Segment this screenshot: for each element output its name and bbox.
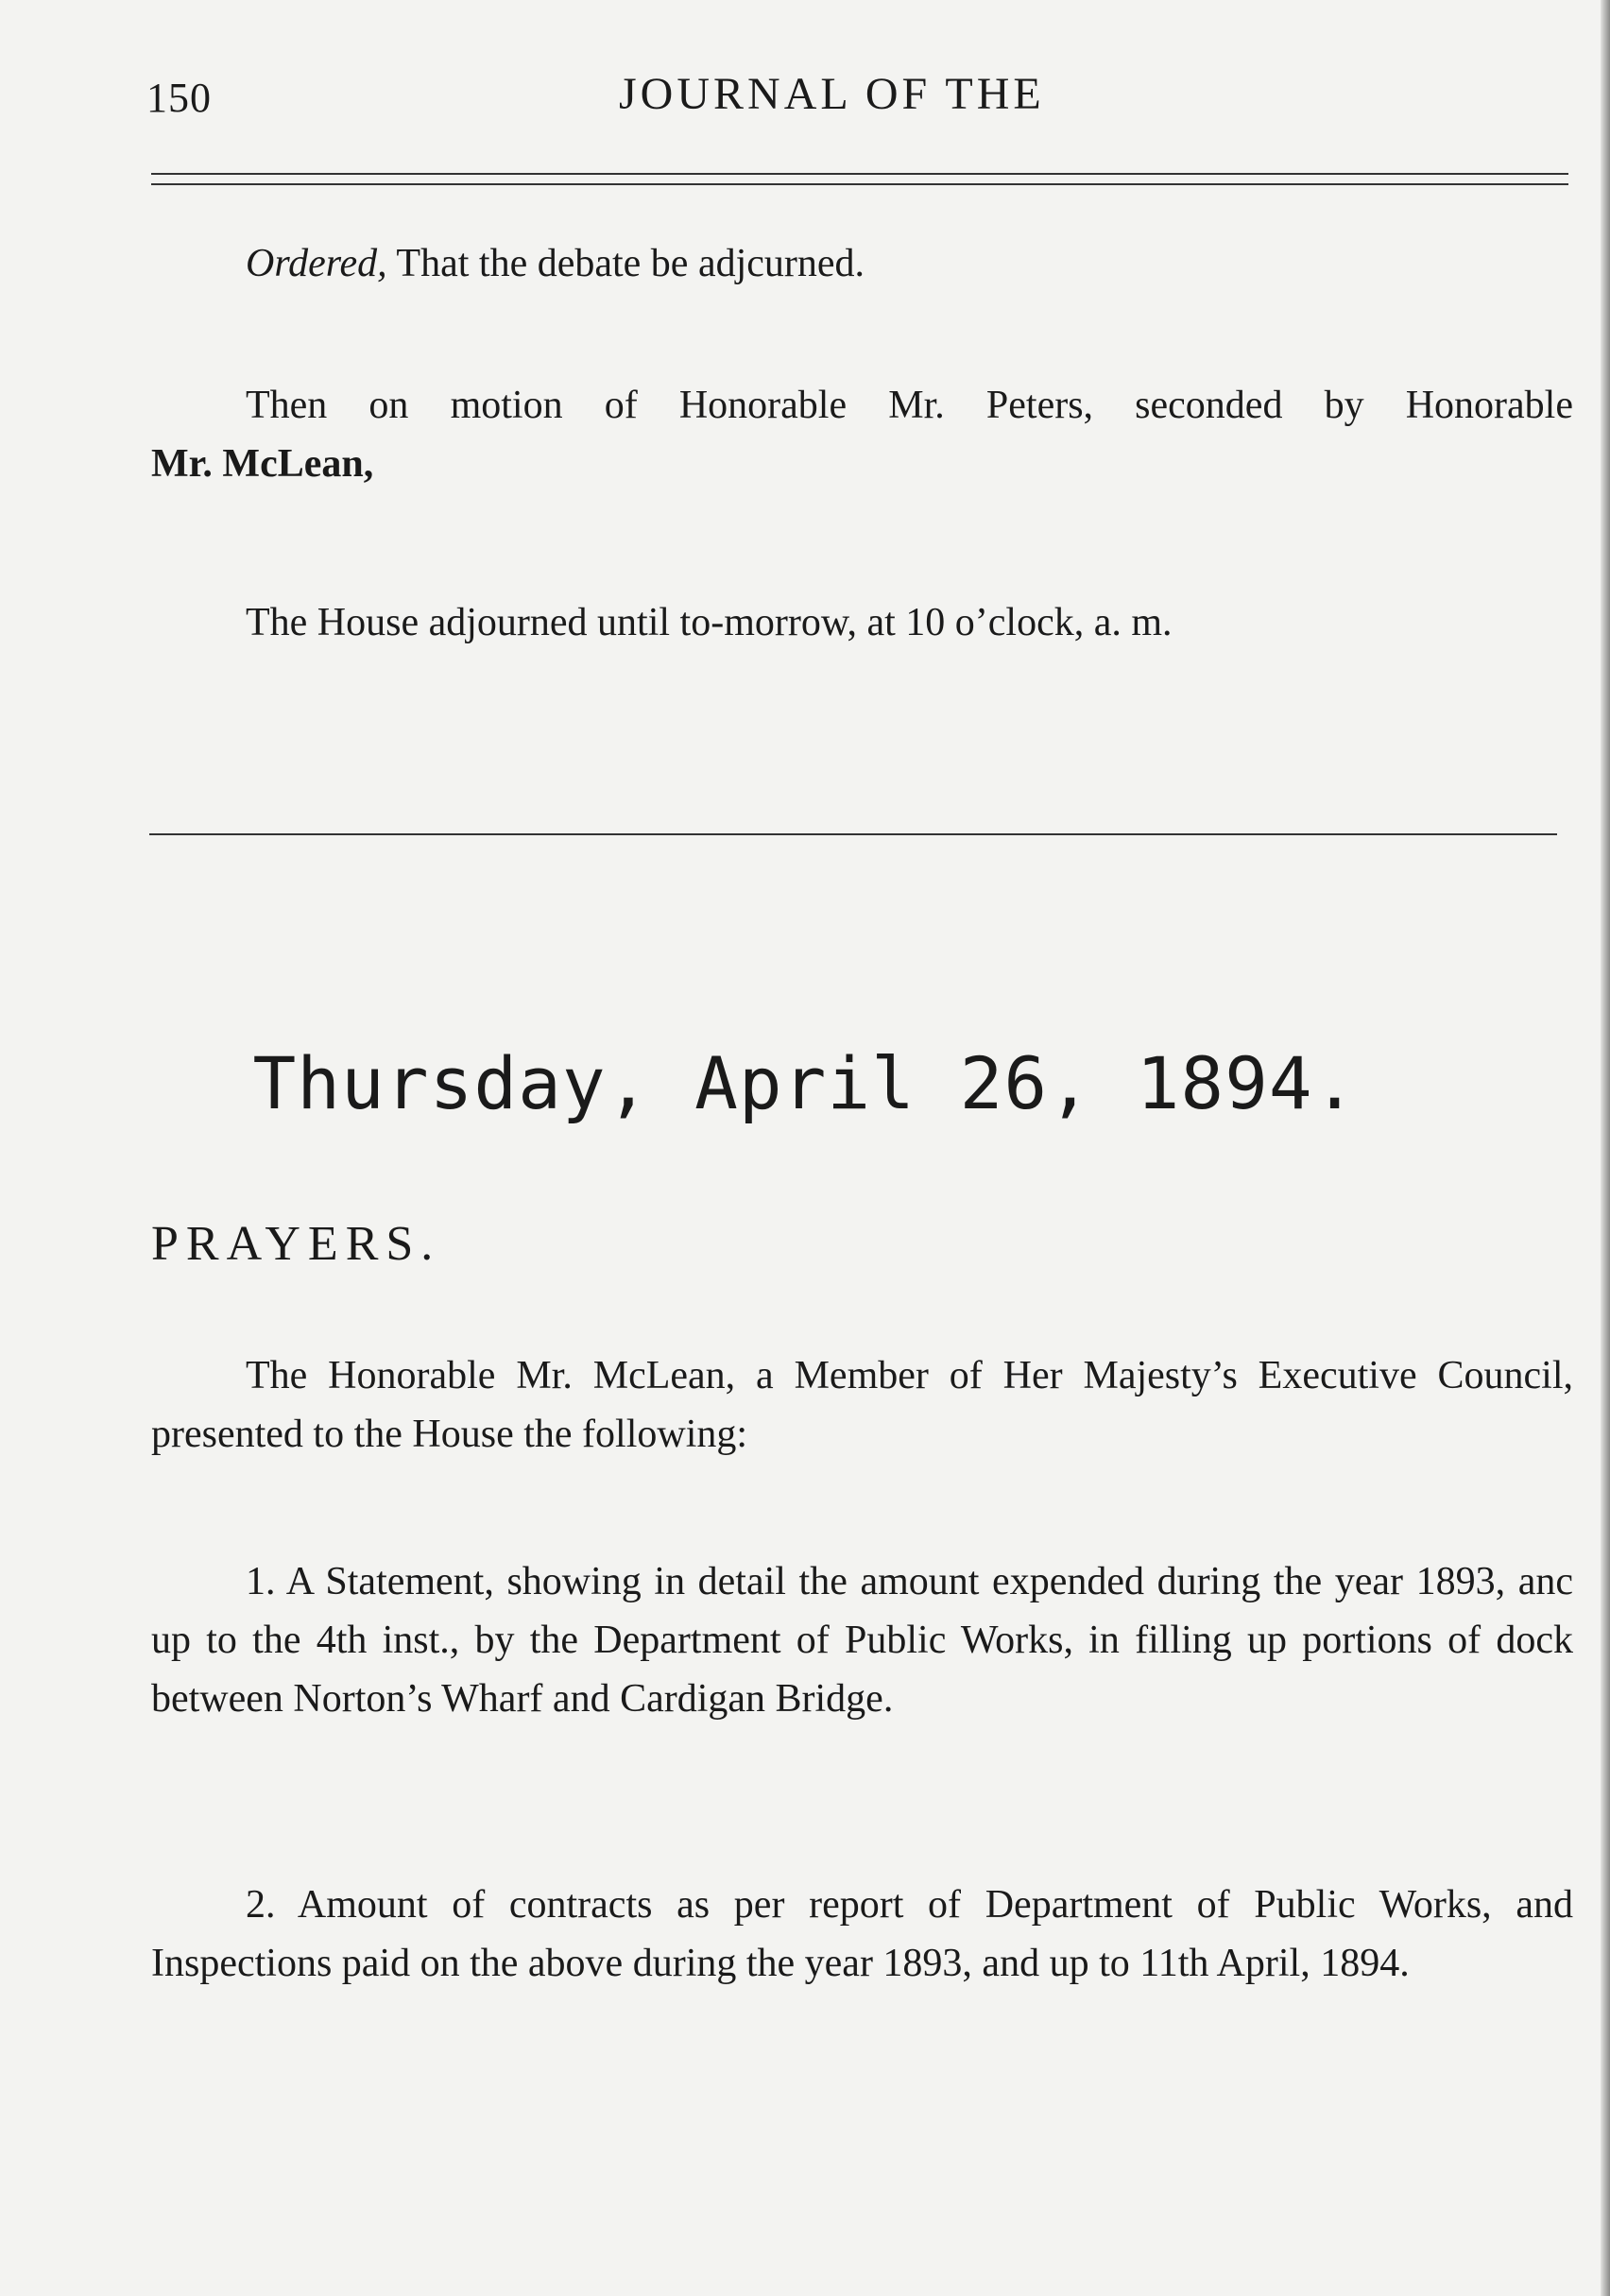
motion-line-2-name: Mr. McLean, bbox=[151, 442, 374, 486]
item-2-paragraph bbox=[151, 1876, 1573, 1993]
page-edge-shadow bbox=[1601, 0, 1610, 2296]
page-header bbox=[146, 68, 1571, 125]
presentation-paragraph bbox=[151, 1346, 1573, 1464]
date-heading: Thursday, April 26, 1894. bbox=[252, 1041, 1358, 1125]
presentation-text: The Honorable Mr. McLean, a Member of Her Majesty’s Executive Council, presented to the House the following: bbox=[151, 1354, 1573, 1456]
house-adjourned-paragraph bbox=[151, 593, 1573, 652]
motion-paragraph bbox=[151, 376, 1573, 493]
ordered-text: That the debate be adjcurned. bbox=[386, 242, 865, 285]
house-adjourned-text: The House adjourned until to-morrow, at 10 o’clock, a. m. bbox=[246, 601, 1173, 644]
ordered-label: Ordered, bbox=[246, 242, 387, 285]
section-divider-rule bbox=[149, 833, 1557, 835]
ordered-paragraph bbox=[151, 234, 1573, 293]
header-double-rule bbox=[151, 173, 1568, 185]
motion-line-1: Then on motion of Honorable Mr. Peters, seconded by Honorable bbox=[246, 384, 1573, 427]
item-1-text: 1. A Statement, showing in detail the amount expended during the year 1893, anc up to the 4th inst., by the Department of Public Works, in filling up portions of dock between Norton’s Wharf and Cardigan Bridge. bbox=[151, 1560, 1573, 1721]
page-number: 150 bbox=[146, 75, 212, 121]
running-title: JOURNAL OF THE bbox=[619, 69, 1045, 119]
item-2-text: 2. Amount of contracts as per report of Department of Public Works, and Inspections paid on the above during the year 1893, and up to 11th April, 1894. bbox=[151, 1883, 1573, 1985]
item-1-paragraph bbox=[151, 1552, 1573, 1728]
prayers-heading: PRAYERS. bbox=[151, 1217, 441, 1271]
